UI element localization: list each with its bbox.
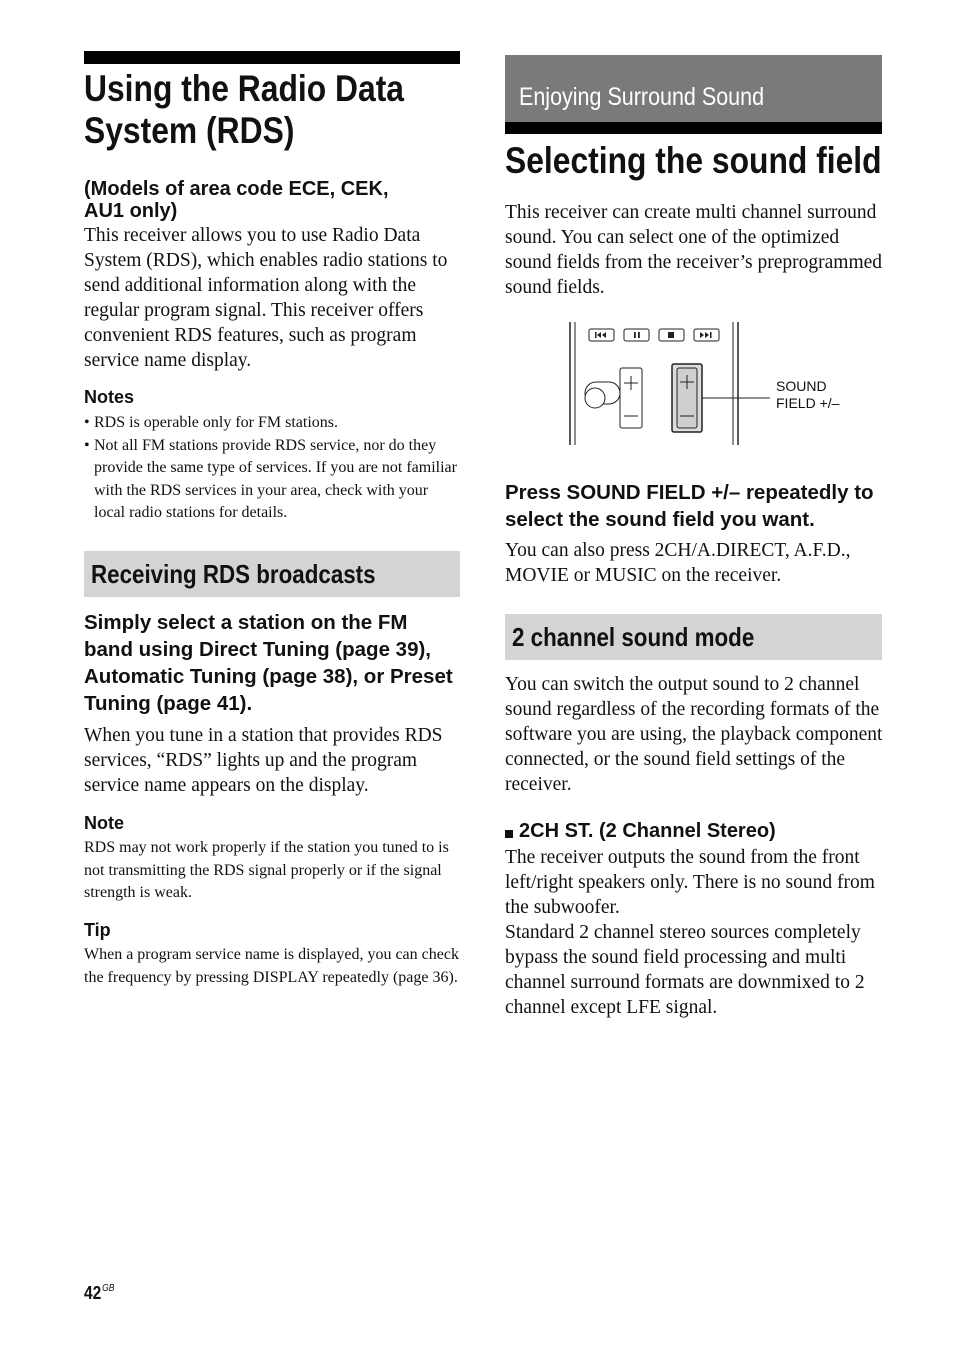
section-main-title: Selecting the sound field: [505, 140, 882, 181]
page-number: $42^{GB}$: [84, 1283, 115, 1303]
section-header-2ch: [505, 614, 882, 660]
step-body-rds: When you tune in a station that provides RDS services, “RDS” lights up and the program service name appears on the display.: [84, 725, 443, 796]
section-title: 2 channel sound mode: [512, 622, 755, 652]
rds-intro: This receiver allows you to use Radio Data System (RDS), which enables radio stations to send additional information along with the regular program signal. This receiver offers convenient RDS features, such as program service name display.: [84, 225, 448, 371]
step-heading-rds: Simply select a station on the FM band using Direct Tuning (page 39), Automatic Tuning (page 38), or Preset Tuning (page 41).: [84, 611, 453, 715]
models-subheading: (Models of area code ECE, CEK, AU1 only): [84, 178, 389, 222]
tip-text: When a program service name is displayed, you can check the frequency by pressing DISPLAY repeatedly (page 36).: [84, 946, 459, 986]
notes-heading: Notes: [84, 387, 135, 407]
tip-heading: Tip: [84, 920, 111, 940]
chapter-title: Enjoying Surround Sound: [519, 83, 765, 111]
page-title: Using the Radio Data System (RDS): [84, 68, 405, 151]
mode-body: The receiver outputs the sound from the front left/right speakers only. There is no sound from the subwoofer. Standard 2 channel stereo sources completely bypass the sound field processing and multi channel surround formats are downmixed to 2 channel except LFE signal.: [505, 847, 875, 1018]
title-rule: [84, 51, 460, 64]
square-bullet-icon: [505, 830, 513, 838]
note-item: • Not all FM stations provide RDS service, nor do they provide the same type of services. If you are not familiar with the RDS services in your area, check with your local radio stations for details.: [84, 435, 460, 525]
sound-field-diagram: [565, 320, 885, 450]
note-item: • RDS is operable only for FM stations.: [84, 412, 460, 435]
chapter-banner: [505, 55, 882, 122]
notes-list: [84, 412, 460, 525]
sound-field-intro: This receiver can create multi channel surround sound. You can select one of the optimized sound fields from the receiver’s preprogrammed sound fields.: [505, 202, 883, 298]
step-heading-sound-field: Press SOUND FIELD +/– repeatedly to select the sound field you want.: [505, 481, 874, 531]
section-title: Receiving RDS broadcasts: [91, 559, 376, 589]
note-text: RDS may not work properly if the station you tuned to is not transmitting the RDS signal properly or if the signal strength is weak.: [84, 839, 449, 901]
transport-buttons: [589, 329, 719, 341]
section-header-rds: [84, 551, 460, 597]
step-body-sound-field: You can also press 2CH/A.DIRECT, A.F.D., MOVIE or MUSIC on the receiver.: [505, 540, 851, 586]
mode-heading: 2CH ST. (2 Channel Stereo): [505, 820, 776, 843]
sound-field-label: SOUND FIELD +/–: [776, 378, 840, 411]
note-heading: Note: [84, 813, 124, 833]
two-channel-body: You can switch the output sound to 2 channel sound regardless of the recording formats of the software you are using, the playback component connected, or the sound field settings of the receiver.: [505, 674, 883, 795]
chapter-rule: [505, 122, 882, 134]
